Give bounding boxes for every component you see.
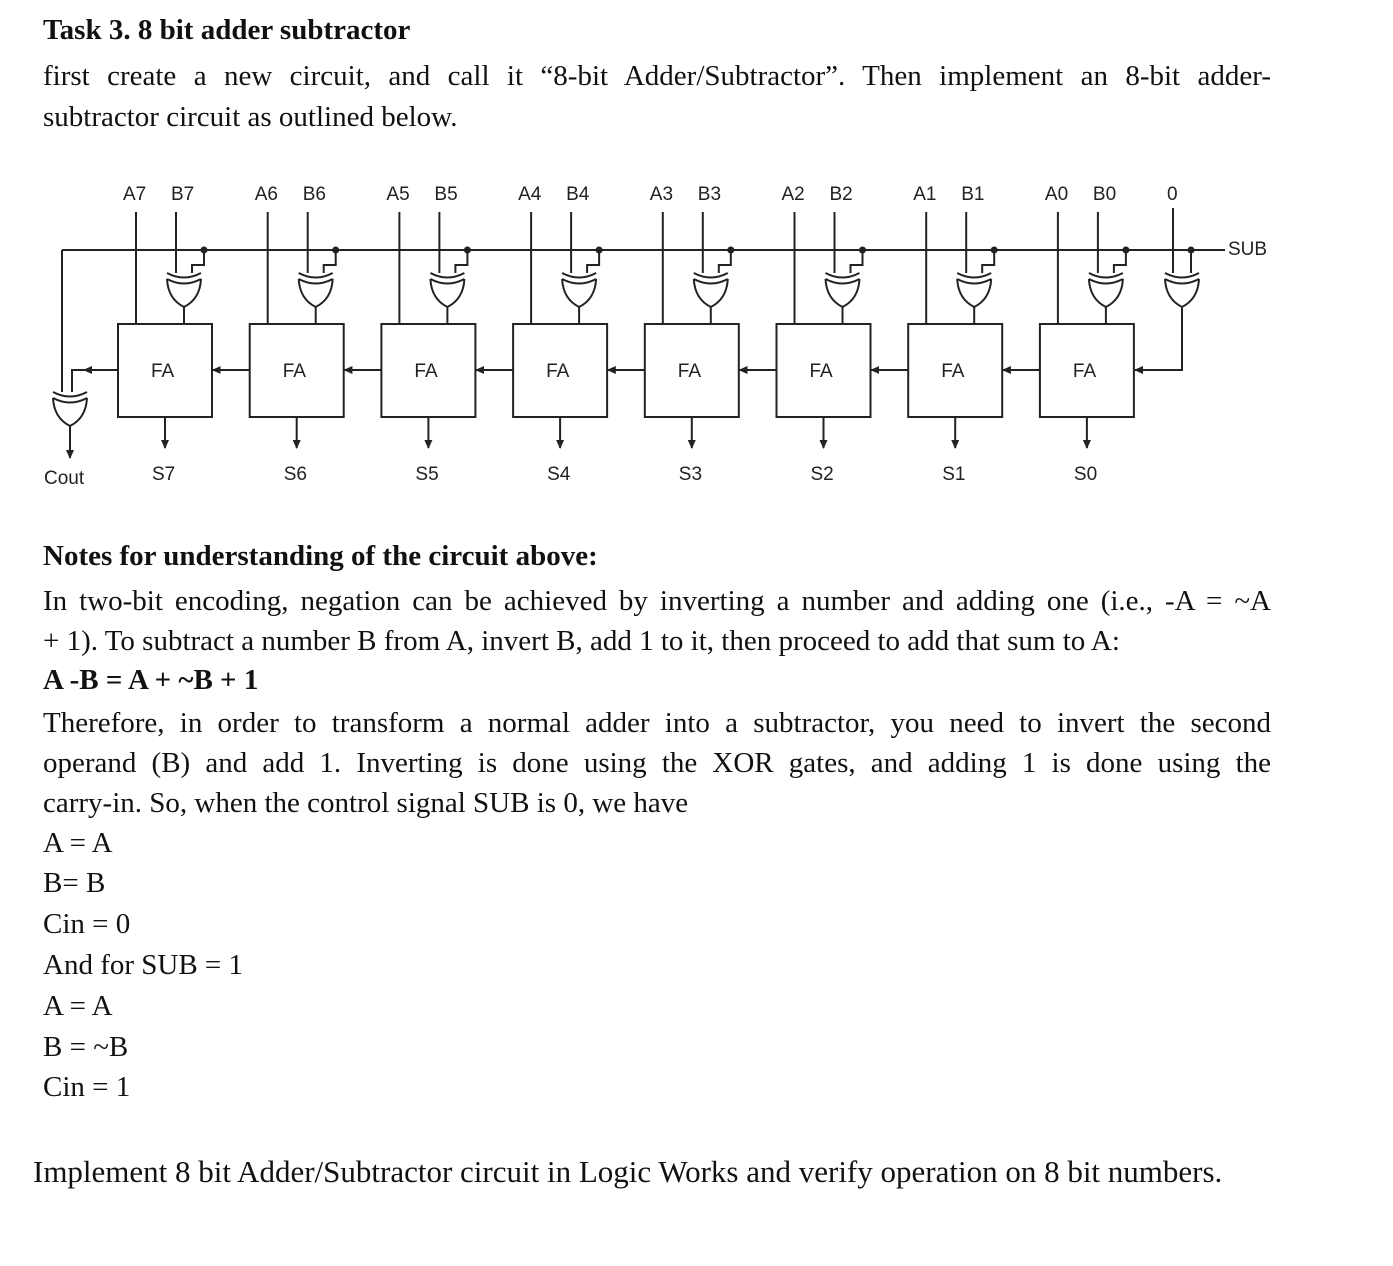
a-input-label: A3 xyxy=(649,184,674,205)
b-input-label: B3 xyxy=(697,184,722,205)
a-input-label: A4 xyxy=(518,184,542,205)
b-input-label: B5 xyxy=(434,184,458,205)
junction-dot xyxy=(464,247,471,254)
xor-gate xyxy=(1089,273,1123,307)
notes-paragraph-1 xyxy=(43,581,1271,661)
sum-label: S4 xyxy=(547,464,571,485)
sub-tap-wire xyxy=(192,250,204,273)
a-input-label: A0 xyxy=(1044,184,1069,205)
junction-dot xyxy=(727,247,734,254)
junction-dot xyxy=(1122,247,1129,254)
final-instruction: Implement 8 bit Adder/Subtractor circuit in Logic Works and verify operation on 8 bit numbers. xyxy=(33,1154,1223,1189)
sum-label: S0 xyxy=(1073,464,1098,485)
sub-tap-wire xyxy=(851,250,863,273)
fa-label: FA xyxy=(151,361,175,382)
sub-tap-wire xyxy=(587,250,599,273)
junction-dot xyxy=(859,247,866,254)
fa-label: FA xyxy=(546,361,570,382)
cin-xor-gate xyxy=(1165,273,1199,307)
adder-subtractor-diagram xyxy=(0,160,1393,500)
xor-gate xyxy=(957,273,991,307)
sub0-line: A = A xyxy=(43,827,113,859)
a-input-label: A5 xyxy=(386,184,410,205)
notes-paragraph-2 xyxy=(43,703,1271,823)
b-input-label: B1 xyxy=(961,184,985,205)
sub1-line: A = A xyxy=(43,990,113,1022)
a-input-label: A2 xyxy=(781,184,805,205)
b-input-label: B7 xyxy=(171,184,195,205)
junction-dot xyxy=(596,247,603,254)
notes-para1-line2: + 1). To subtract a number B from A, invert B, add 1 to it, then proceed to add that sum to A: xyxy=(43,625,1120,657)
cout-carry-wire xyxy=(72,370,84,392)
xor-gate xyxy=(167,273,201,307)
junction-dot xyxy=(332,247,339,254)
intro-line-2: subtractor circuit as outlined below. xyxy=(43,101,458,133)
fa-label: FA xyxy=(414,361,438,382)
notes-para2-line2: operand (B) and add 1. Inverting is done using the XOR gates, and adding 1 is done using the xyxy=(43,747,1271,779)
sub-tap-wire xyxy=(1114,250,1126,273)
intro-line-1: first create a new circuit, and call it “8-bit Adder/Subtractor”. Then implement an 8-bit adder- xyxy=(43,60,1271,92)
fa-label: FA xyxy=(282,361,306,382)
sub-tap-wire xyxy=(719,250,731,273)
b-input-label: B4 xyxy=(566,184,590,205)
fa-label: FA xyxy=(941,361,965,382)
sub-tap-wire xyxy=(982,250,994,273)
a-input-label: A7 xyxy=(123,184,147,205)
sub1-intro: And for SUB = 1 xyxy=(43,949,244,981)
fa-label: FA xyxy=(677,361,702,382)
sum-label: S2 xyxy=(810,464,834,485)
xor-gate xyxy=(694,273,728,307)
formula: A -B = A + ~B + 1 xyxy=(43,664,259,696)
sum-label: S6 xyxy=(283,464,307,485)
sum-label: S3 xyxy=(678,464,703,485)
b-input-label: B0 xyxy=(1092,184,1117,205)
a-input-label: A1 xyxy=(913,184,937,205)
b-input-label: B6 xyxy=(302,184,326,205)
junction-dot xyxy=(201,247,208,254)
cin-xor-output-wire xyxy=(1135,308,1182,370)
sub-tap-wire xyxy=(324,250,336,273)
notes-para1-line1: In two-bit encoding, negation can be achieved by inverting a number and adding one (i.e., -A = ~A xyxy=(43,585,1271,617)
carry-in-label: 0 xyxy=(1167,184,1178,205)
sub0-line: Cin = 0 xyxy=(43,908,131,940)
sub1-line: B = ~B xyxy=(43,1031,129,1063)
notes-para2-line1: Therefore, in order to transform a normal adder into a subtractor, you need to invert the second xyxy=(43,707,1271,739)
xor-gate xyxy=(562,273,596,307)
sum-label: S7 xyxy=(152,464,176,485)
xor-gate xyxy=(430,273,464,307)
sub1-line: Cin = 1 xyxy=(43,1071,131,1103)
notes-para2-line3: carry-in. So, when the control signal SUB is 0, we have xyxy=(43,787,689,819)
sub-label: SUB xyxy=(1228,239,1268,260)
sub0-line: B= B xyxy=(43,867,106,899)
a-input-label: A6 xyxy=(254,184,278,205)
task-title: Task 3. 8 bit adder subtractor xyxy=(43,14,411,46)
cout-xor-gate xyxy=(53,392,87,426)
xor-gate xyxy=(826,273,860,307)
notes-heading: Notes for understanding of the circuit above: xyxy=(43,540,598,572)
b-input-label: B2 xyxy=(829,184,853,205)
xor-gate xyxy=(299,273,333,307)
sum-label: S5 xyxy=(415,464,439,485)
sum-label: S1 xyxy=(942,464,966,485)
sub-tap-wire xyxy=(455,250,467,273)
intro-paragraph xyxy=(43,56,1271,138)
fa-label: FA xyxy=(1072,361,1097,382)
junction-dot xyxy=(991,247,998,254)
fa-label: FA xyxy=(809,361,833,382)
cout-label: Cout xyxy=(44,468,85,489)
